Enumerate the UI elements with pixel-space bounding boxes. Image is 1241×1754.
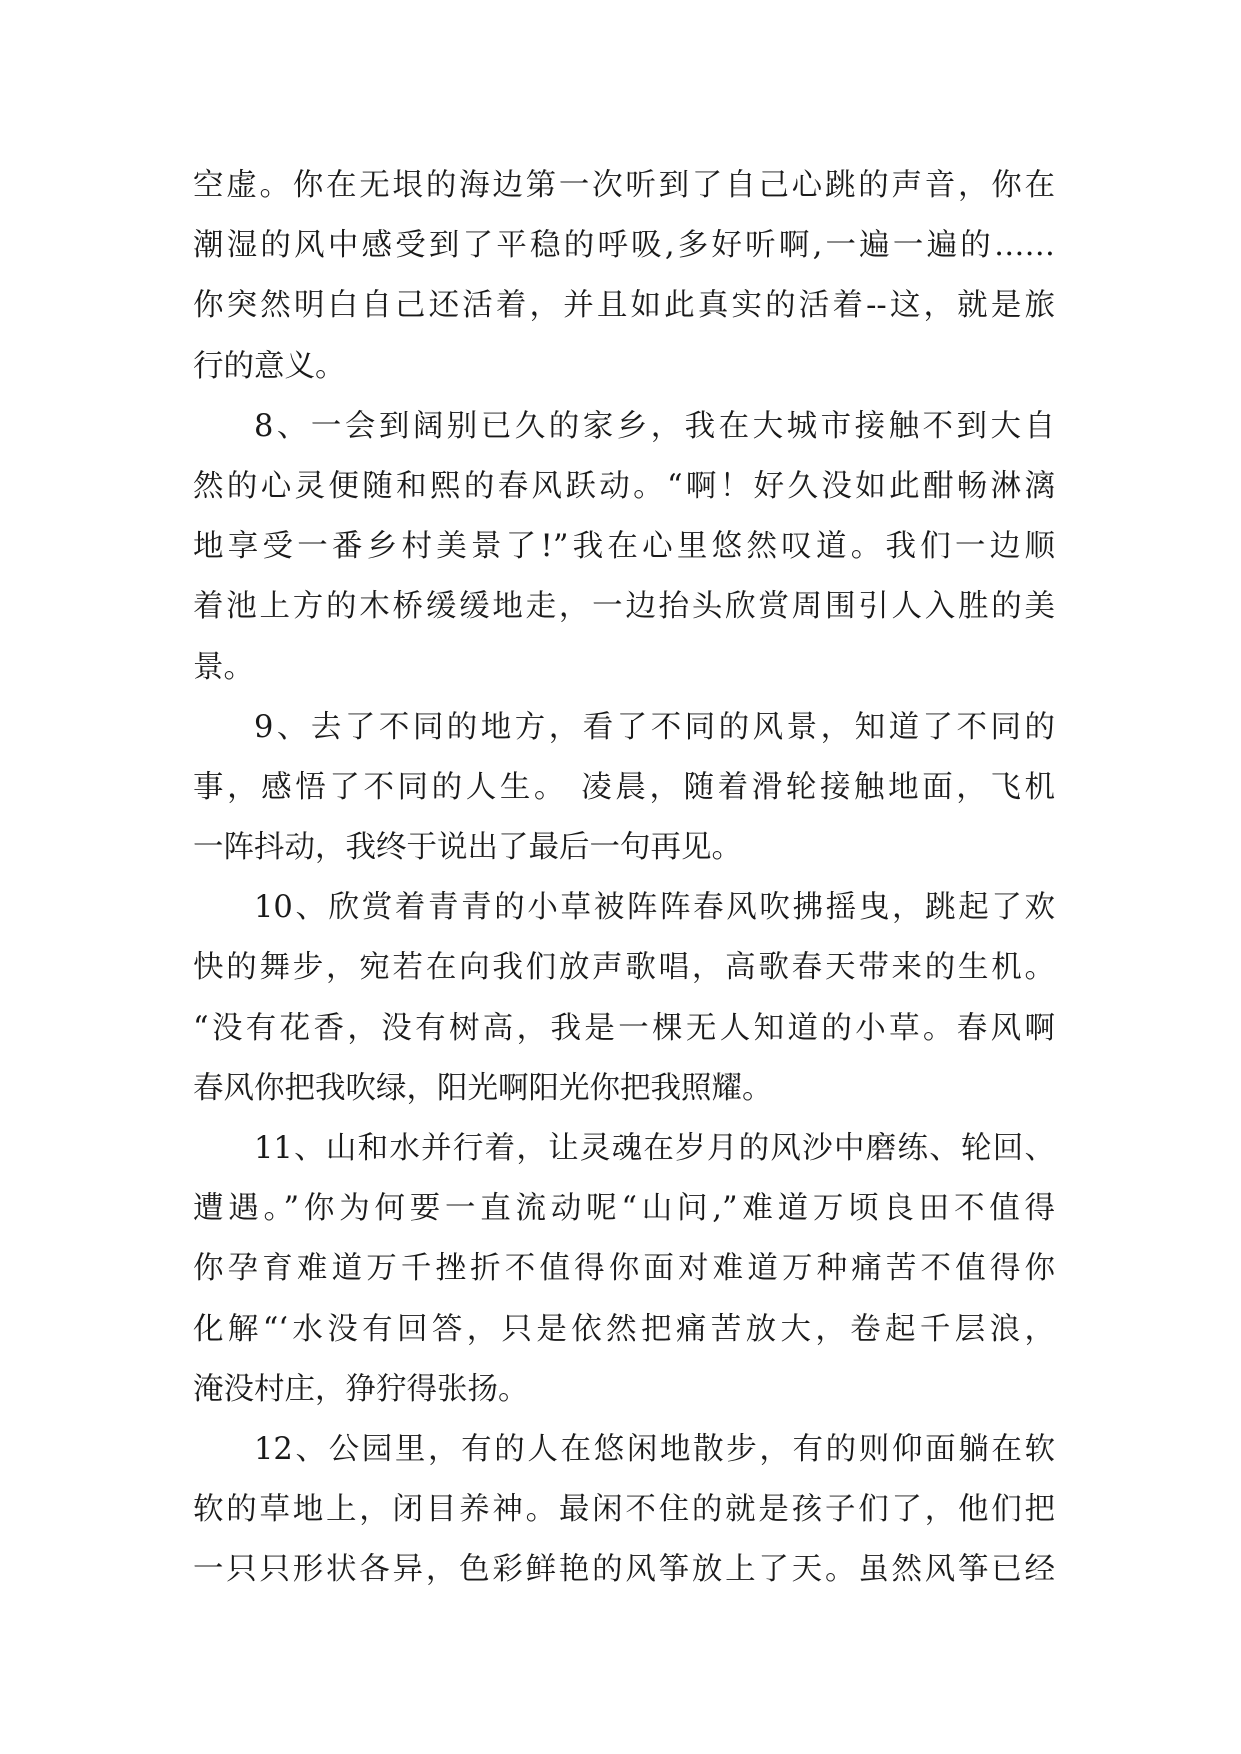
text-line: 10、欣赏着青青的小草被阵阵春风吹拂摇曳，跳起了欢: [254, 890, 1055, 926]
text-line: 潮湿的风中感受到了平稳的呼吸,多好听啊,一遍一遍的……: [193, 228, 1055, 264]
text-line: 空虚。你在无垠的海边第一次听到了自己心跳的声音，你在: [193, 168, 1055, 203]
text-line: 快的舞步，宛若在向我们放声歌唱，高歌春天带来的生机。: [193, 950, 1055, 986]
text-line: 景。: [193, 649, 254, 685]
text-line: 淹没村庄，狰狞得张扬。: [193, 1371, 529, 1407]
text-line: 你孕育难道万千挫折不值得你面对难道万种痛苦不值得你: [193, 1251, 1055, 1287]
text-line: 行的意义。: [193, 348, 346, 384]
text-line: 春风你把我吹绿，阳光啊阳光你把我照耀。: [193, 1070, 773, 1106]
text-line: 地享受一番乡村美景了!”我在心里悠然叹道。我们一边顺: [193, 529, 1055, 565]
text-line: 化解“‘水没有回答，只是依然把痛苦放大，卷起千层浪，: [193, 1311, 1055, 1347]
paragraph-7-continued: [193, 156, 1055, 397]
text-line: 一阵抖动，我终于说出了最后一句再见。: [193, 830, 742, 866]
text-line: 8、一会到阔别已久的家乡，我在大城市接触不到大自: [254, 408, 1055, 444]
text-line: 你突然明白自己还活着，并且如此真实的活着--这，就是旅: [193, 288, 1055, 324]
text-line: 9、去了不同的地方，看了不同的风景，知道了不同的: [254, 709, 1055, 745]
paragraph-10: [193, 878, 1055, 1119]
text-line: 然的心灵便随和熙的春风跃动。“啊！好久没如此酣畅淋漓: [193, 468, 1055, 504]
text-line: 一只只形状各异，色彩鲜艳的风筝放上了天。虽然风筝已经: [193, 1552, 1055, 1588]
paragraph-11: [193, 1119, 1055, 1420]
text-line: 软的草地上，闭目养神。最闲不住的就是孩子们了，他们把: [193, 1492, 1055, 1528]
text-line: 12、公园里，有的人在悠闲地散步，有的则仰面躺在软: [254, 1431, 1055, 1467]
text-line: 着池上方的木桥缓缓地走，一边抬头欣赏周围引人入胜的美: [193, 589, 1055, 625]
text-line: 遭遇。”你为何要一直流动呢“山问,”难道万顷良田不值得: [193, 1191, 1055, 1227]
text-line: “没有花香，没有树高，我是一棵无人知道的小草。春风啊: [193, 1010, 1055, 1046]
text-line: 11、山和水并行着，让灵魂在岁月的风沙中磨练、轮回、: [254, 1131, 1055, 1166]
paragraph-12: [193, 1420, 1055, 1601]
paragraph-9: [193, 698, 1055, 879]
body-text: [193, 156, 1055, 1601]
paragraph-8: [193, 397, 1055, 698]
text-line: 事，感悟了不同的人生。 凌晨，随着滑轮接触地面，飞机: [193, 769, 1055, 805]
